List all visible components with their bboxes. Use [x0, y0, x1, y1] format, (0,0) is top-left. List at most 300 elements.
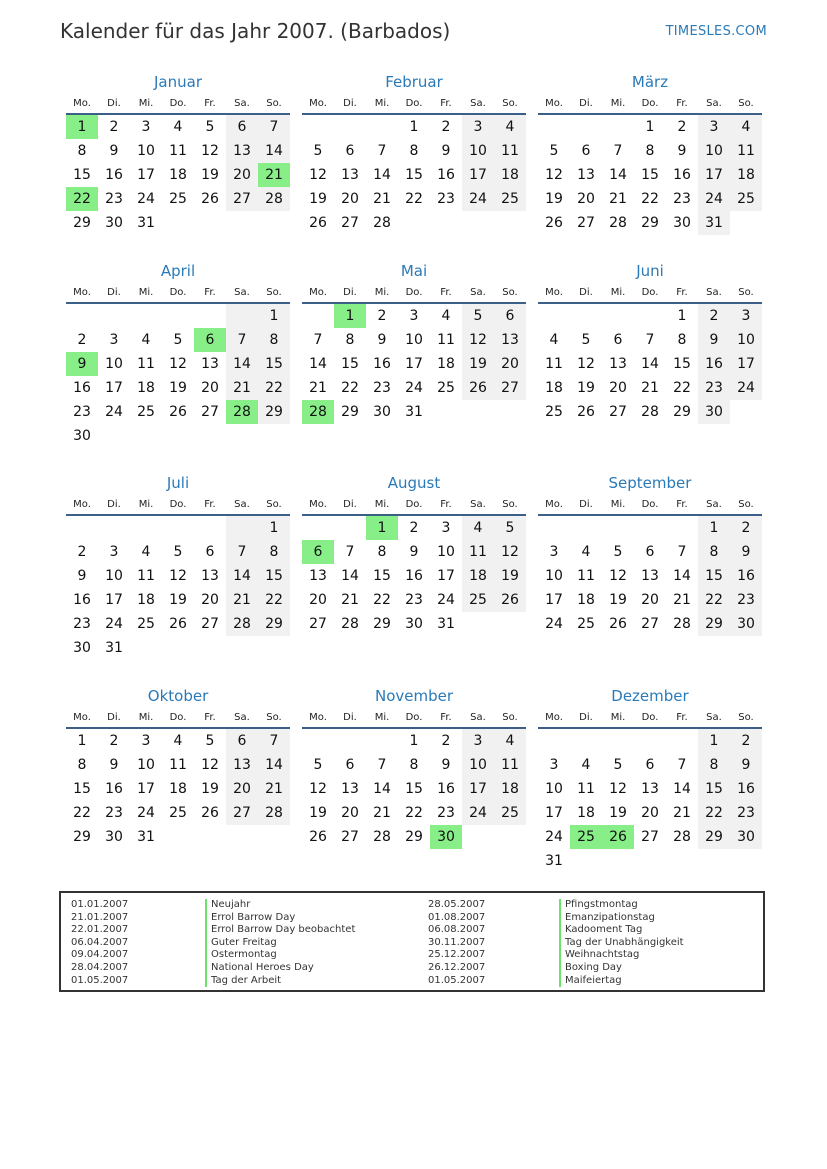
day-cell: 19: [309, 805, 327, 821]
weekday-label: Fr.: [676, 712, 688, 723]
weekday-label: So.: [266, 287, 282, 298]
day-grid: [66, 516, 290, 660]
day-cell: 30: [730, 612, 762, 636]
day-cell: 28: [641, 404, 659, 420]
weekday-label: Mi.: [610, 499, 626, 510]
day-cell: 14: [258, 139, 290, 163]
weekday-label: Mo.: [309, 499, 327, 510]
weekday-header: [538, 96, 762, 115]
day-cell: 19: [494, 564, 526, 588]
day-cell: 4: [494, 729, 526, 753]
day-cell: 16: [698, 352, 730, 376]
weekday-header: [538, 710, 762, 729]
weekday-label: Fr.: [676, 98, 688, 109]
day-cell: 14: [609, 167, 627, 183]
weekday-label: Fr.: [440, 712, 452, 723]
weekday-label: Do.: [405, 98, 423, 109]
day-cell: 11: [137, 356, 155, 372]
legend-entry: Maifeiertag: [559, 975, 684, 988]
weekday-label: Sa.: [470, 499, 486, 510]
weekday-label: Sa.: [234, 98, 250, 109]
day-cell: 18: [730, 163, 762, 187]
day-cell: 2: [730, 516, 762, 540]
day-cell: 27: [609, 404, 627, 420]
day-cell: 2: [441, 733, 451, 749]
empty-day-cell: [226, 516, 258, 540]
legend-entry: Boxing Day: [559, 962, 684, 975]
day-cell: 5: [613, 544, 623, 560]
day-cell: 10: [545, 781, 563, 797]
day-cell: 28: [226, 612, 258, 636]
day-cell: 25: [169, 191, 187, 207]
day-cell: 21: [673, 592, 691, 608]
holiday-day-cell: 28: [302, 400, 334, 424]
day-cell: 28: [341, 616, 359, 632]
month-12: [538, 686, 762, 873]
day-cell: 8: [258, 540, 290, 564]
month-4: [66, 261, 290, 448]
day-cell: 23: [105, 805, 123, 821]
empty-day-cell: [538, 516, 570, 540]
day-cell: 26: [609, 616, 627, 632]
day-cell: 27: [641, 616, 659, 632]
day-cell: 17: [462, 777, 494, 801]
day-cell: 26: [169, 404, 187, 420]
legend-entry: Ostermontag: [205, 949, 355, 962]
empty-day-cell: [602, 729, 634, 753]
day-cell: 28: [609, 215, 627, 231]
day-cell: 8: [377, 544, 387, 560]
legend-names-right: [559, 899, 684, 987]
day-cell: 19: [201, 167, 219, 183]
day-cell: 2: [441, 119, 451, 135]
weekday-label: Mo.: [73, 712, 91, 723]
month-name: November: [374, 687, 454, 705]
day-cell: 15: [698, 777, 730, 801]
day-cell: 11: [545, 356, 563, 372]
empty-day-cell: [538, 304, 570, 328]
day-cell: 14: [373, 781, 391, 797]
day-cell: 25: [494, 187, 526, 211]
weekday-label: Mi.: [138, 499, 154, 510]
day-cell: 18: [169, 167, 187, 183]
weekday-label: Sa.: [706, 499, 722, 510]
day-cell: 17: [105, 380, 123, 396]
day-cell: 20: [609, 380, 627, 396]
day-cell: 24: [698, 187, 730, 211]
legend-entry: 09.04.2007: [71, 949, 129, 961]
holiday-day-cell: 22: [66, 187, 98, 211]
day-cell: 20: [226, 777, 258, 801]
day-cell: 17: [545, 805, 563, 821]
day-cell: 21: [673, 805, 691, 821]
empty-day-cell: [602, 304, 634, 328]
day-cell: 15: [341, 356, 359, 372]
empty-day-cell: [570, 729, 602, 753]
day-cell: 3: [462, 115, 494, 139]
day-cell: 1: [409, 119, 419, 135]
day-cell: 9: [730, 753, 762, 777]
day-cell: 13: [201, 568, 219, 584]
empty-day-cell: [634, 729, 666, 753]
day-cell: 22: [698, 588, 730, 612]
day-cell: 26: [494, 588, 526, 612]
day-cell: 31: [105, 640, 123, 656]
day-cell: 16: [730, 564, 762, 588]
day-cell: 18: [137, 380, 155, 396]
day-cell: 19: [545, 191, 563, 207]
holiday-day-cell: 6: [194, 328, 226, 352]
legend-entry: National Heroes Day: [205, 962, 355, 975]
day-cell: 11: [494, 753, 526, 777]
day-cell: 15: [373, 568, 391, 584]
day-cell: 31: [545, 853, 563, 869]
day-cell: 15: [73, 781, 91, 797]
day-cell: 27: [341, 215, 359, 231]
weekday-label: Mo.: [309, 712, 327, 723]
brand-link[interactable]: TIMESLES.COM: [665, 24, 767, 39]
day-cell: 29: [673, 404, 691, 420]
day-cell: 25: [730, 187, 762, 211]
weekday-label: Mo.: [73, 499, 91, 510]
day-cell: 3: [462, 729, 494, 753]
empty-day-cell: [302, 516, 334, 540]
day-cell: 9: [377, 332, 387, 348]
day-cell: 13: [341, 781, 359, 797]
day-cell: 2: [677, 119, 687, 135]
day-cell: 18: [437, 356, 455, 372]
month-2: [302, 72, 526, 235]
day-cell: 23: [698, 376, 730, 400]
day-cell: 3: [730, 304, 762, 328]
empty-day-cell: [538, 729, 570, 753]
month-8: [302, 473, 526, 636]
day-cell: 12: [309, 167, 327, 183]
day-cell: 4: [581, 544, 591, 560]
day-cell: 12: [494, 540, 526, 564]
day-cell: 30: [105, 215, 123, 231]
day-cell: 15: [698, 564, 730, 588]
empty-day-cell: [538, 115, 570, 139]
day-cell: 22: [258, 376, 290, 400]
day-cell: 18: [545, 380, 563, 396]
day-cell: 11: [494, 139, 526, 163]
day-cell: 25: [494, 801, 526, 825]
weekday-label: Mi.: [374, 499, 390, 510]
weekday-label: So.: [738, 98, 754, 109]
day-cell: 16: [437, 167, 455, 183]
day-cell: 7: [345, 544, 355, 560]
day-cell: 13: [641, 781, 659, 797]
holiday-legend: [59, 891, 765, 992]
empty-day-cell: [366, 729, 398, 753]
day-cell: 10: [105, 568, 123, 584]
month-10: [66, 686, 290, 849]
day-cell: 22: [373, 592, 391, 608]
day-cell: 27: [641, 829, 659, 845]
day-cell: 25: [462, 588, 494, 612]
day-cell: 22: [641, 191, 659, 207]
day-grid: [302, 304, 526, 424]
empty-day-cell: [98, 304, 130, 328]
day-cell: 23: [437, 191, 455, 207]
empty-day-cell: [666, 729, 698, 753]
weekday-label: So.: [738, 712, 754, 723]
day-cell: 13: [494, 328, 526, 352]
day-cell: 3: [549, 757, 559, 773]
legend-names-left: [205, 899, 355, 987]
day-cell: 2: [377, 308, 387, 324]
weekday-label: Sa.: [470, 287, 486, 298]
holiday-day-cell: 25: [570, 825, 602, 849]
day-cell: 9: [698, 328, 730, 352]
day-cell: 21: [226, 376, 258, 400]
empty-day-cell: [302, 304, 334, 328]
day-cell: 17: [545, 592, 563, 608]
weekday-label: So.: [502, 98, 518, 109]
day-cell: 21: [641, 380, 659, 396]
day-cell: 25: [169, 805, 187, 821]
page-title: Kalender für das Jahr 2007. (Barbados): [60, 19, 451, 43]
day-cell: 30: [373, 404, 391, 420]
day-cell: 12: [201, 143, 219, 159]
day-cell: 31: [137, 215, 155, 231]
weekday-label: Mi.: [610, 712, 626, 723]
empty-day-cell: [570, 516, 602, 540]
holiday-day-cell: 26: [602, 825, 634, 849]
day-cell: 12: [169, 356, 187, 372]
day-cell: 5: [313, 143, 323, 159]
weekday-label: So.: [738, 499, 754, 510]
legend-entry: Guter Freitag: [205, 937, 355, 950]
day-cell: 10: [730, 328, 762, 352]
day-cell: 19: [201, 781, 219, 797]
day-cell: 14: [226, 564, 258, 588]
day-cell: 3: [441, 520, 451, 536]
weekday-label: Di.: [343, 499, 357, 510]
day-cell: 22: [673, 380, 691, 396]
day-cell: 5: [494, 516, 526, 540]
day-cell: 13: [577, 167, 595, 183]
weekday-header: [538, 497, 762, 516]
day-cell: 17: [462, 163, 494, 187]
day-grid: [66, 115, 290, 235]
day-grid: [66, 304, 290, 448]
legend-entry: Weihnachtstag: [559, 949, 684, 962]
day-cell: 24: [730, 376, 762, 400]
legend-entry: 25.12.2007: [428, 949, 486, 961]
day-cell: 7: [677, 757, 687, 773]
weekday-header: [302, 497, 526, 516]
weekday-label: Fr.: [440, 98, 452, 109]
day-cell: 11: [577, 781, 595, 797]
empty-day-cell: [634, 304, 666, 328]
day-cell: 15: [405, 167, 423, 183]
weekday-label: Sa.: [706, 98, 722, 109]
month-1: [66, 72, 290, 235]
weekday-label: Do.: [169, 499, 187, 510]
day-cell: 20: [641, 805, 659, 821]
day-cell: 8: [698, 753, 730, 777]
empty-day-cell: [66, 516, 98, 540]
day-cell: 10: [698, 139, 730, 163]
day-cell: 27: [201, 404, 219, 420]
day-cell: 28: [673, 829, 691, 845]
day-cell: 21: [309, 380, 327, 396]
day-cell: 17: [405, 356, 423, 372]
day-cell: 8: [698, 540, 730, 564]
day-cell: 29: [341, 404, 359, 420]
legend-entry: Neujahr: [205, 899, 355, 912]
day-cell: 16: [73, 380, 91, 396]
day-cell: 18: [169, 781, 187, 797]
day-cell: 13: [201, 356, 219, 372]
holiday-day-cell: 28: [226, 400, 258, 424]
day-cell: 22: [73, 805, 91, 821]
day-cell: 30: [698, 400, 730, 424]
month-name: Dezember: [611, 687, 689, 705]
day-cell: 3: [409, 308, 419, 324]
day-cell: 12: [577, 356, 595, 372]
weekday-label: Di.: [579, 499, 593, 510]
legend-entry: 22.01.2007: [71, 924, 129, 936]
day-cell: 11: [577, 568, 595, 584]
weekday-label: Mo.: [73, 98, 91, 109]
day-cell: 30: [405, 616, 423, 632]
day-cell: 17: [437, 568, 455, 584]
day-cell: 27: [494, 376, 526, 400]
weekday-label: Di.: [343, 712, 357, 723]
empty-day-cell: [98, 516, 130, 540]
day-cell: 11: [730, 139, 762, 163]
day-cell: 14: [309, 356, 327, 372]
day-cell: 17: [137, 781, 155, 797]
day-cell: 26: [309, 215, 327, 231]
weekday-label: Fr.: [676, 499, 688, 510]
weekday-label: Fr.: [204, 98, 216, 109]
day-cell: 10: [105, 356, 123, 372]
day-cell: 9: [77, 568, 87, 584]
weekday-label: Mi.: [610, 98, 626, 109]
legend-entry: Tag der Unabhängigkeit: [559, 937, 684, 950]
day-cell: 14: [673, 568, 691, 584]
day-cell: 6: [494, 304, 526, 328]
day-grid: [302, 115, 526, 235]
day-cell: 13: [226, 139, 258, 163]
holiday-day-cell: 30: [430, 825, 462, 849]
weekday-label: Fr.: [204, 287, 216, 298]
month-name: Oktober: [147, 687, 209, 705]
day-cell: 20: [577, 191, 595, 207]
month-name: Juni: [636, 262, 664, 280]
day-cell: 1: [258, 516, 290, 540]
month-name: April: [160, 262, 196, 280]
empty-day-cell: [162, 304, 194, 328]
day-cell: 23: [73, 404, 91, 420]
day-cell: 8: [409, 757, 419, 773]
day-cell: 6: [645, 757, 655, 773]
day-cell: 30: [105, 829, 123, 845]
day-cell: 10: [462, 139, 494, 163]
day-cell: 12: [169, 568, 187, 584]
day-cell: 26: [309, 829, 327, 845]
day-cell: 5: [549, 143, 559, 159]
day-cell: 24: [545, 616, 563, 632]
weekday-label: Do.: [641, 712, 659, 723]
month-name: Januar: [154, 73, 202, 91]
day-cell: 24: [105, 404, 123, 420]
day-cell: 29: [641, 215, 659, 231]
empty-day-cell: [130, 304, 162, 328]
day-cell: 9: [409, 544, 419, 560]
day-cell: 20: [201, 380, 219, 396]
day-cell: 10: [137, 143, 155, 159]
month-name: März: [631, 73, 669, 91]
day-cell: 4: [141, 332, 151, 348]
day-cell: 7: [613, 143, 623, 159]
legend-entry: 06.08.2007: [428, 924, 486, 936]
day-cell: 5: [613, 757, 623, 773]
day-cell: 29: [73, 215, 91, 231]
legend-entry: 06.04.2007: [71, 936, 129, 948]
day-cell: 22: [258, 588, 290, 612]
day-cell: 25: [137, 616, 155, 632]
empty-day-cell: [366, 115, 398, 139]
day-cell: 14: [673, 781, 691, 797]
day-cell: 28: [258, 801, 290, 825]
empty-day-cell: [602, 516, 634, 540]
day-cell: 13: [609, 356, 627, 372]
empty-day-cell: [66, 304, 98, 328]
day-cell: 26: [201, 805, 219, 821]
day-cell: 12: [609, 568, 627, 584]
holiday-day-cell: 9: [66, 352, 98, 376]
day-cell: 7: [645, 332, 655, 348]
day-cell: 27: [226, 187, 258, 211]
day-cell: 13: [641, 568, 659, 584]
day-cell: 22: [341, 380, 359, 396]
weekday-label: Do.: [641, 287, 659, 298]
day-cell: 18: [462, 564, 494, 588]
weekday-label: Do.: [405, 499, 423, 510]
day-cell: 1: [645, 119, 655, 135]
day-cell: 12: [462, 328, 494, 352]
weekday-label: So.: [502, 287, 518, 298]
day-cell: 27: [309, 616, 327, 632]
day-cell: 29: [698, 612, 730, 636]
day-cell: 5: [173, 544, 183, 560]
day-cell: 7: [677, 544, 687, 560]
weekday-label: Di.: [579, 712, 593, 723]
day-cell: 1: [77, 733, 87, 749]
day-cell: 26: [169, 616, 187, 632]
day-grid: [538, 304, 762, 424]
legend-entry: Pfingstmontag: [559, 899, 684, 912]
day-cell: 6: [226, 115, 258, 139]
weekday-header: [302, 710, 526, 729]
day-cell: 2: [109, 733, 119, 749]
day-cell: 27: [341, 829, 359, 845]
weekday-label: Do.: [405, 287, 423, 298]
day-cell: 9: [677, 143, 687, 159]
day-cell: 9: [441, 143, 451, 159]
weekday-label: Di.: [107, 499, 121, 510]
day-cell: 20: [309, 592, 327, 608]
day-cell: 2: [77, 544, 87, 560]
empty-day-cell: [334, 516, 366, 540]
day-cell: 24: [437, 592, 455, 608]
holiday-day-cell: 6: [302, 540, 334, 564]
